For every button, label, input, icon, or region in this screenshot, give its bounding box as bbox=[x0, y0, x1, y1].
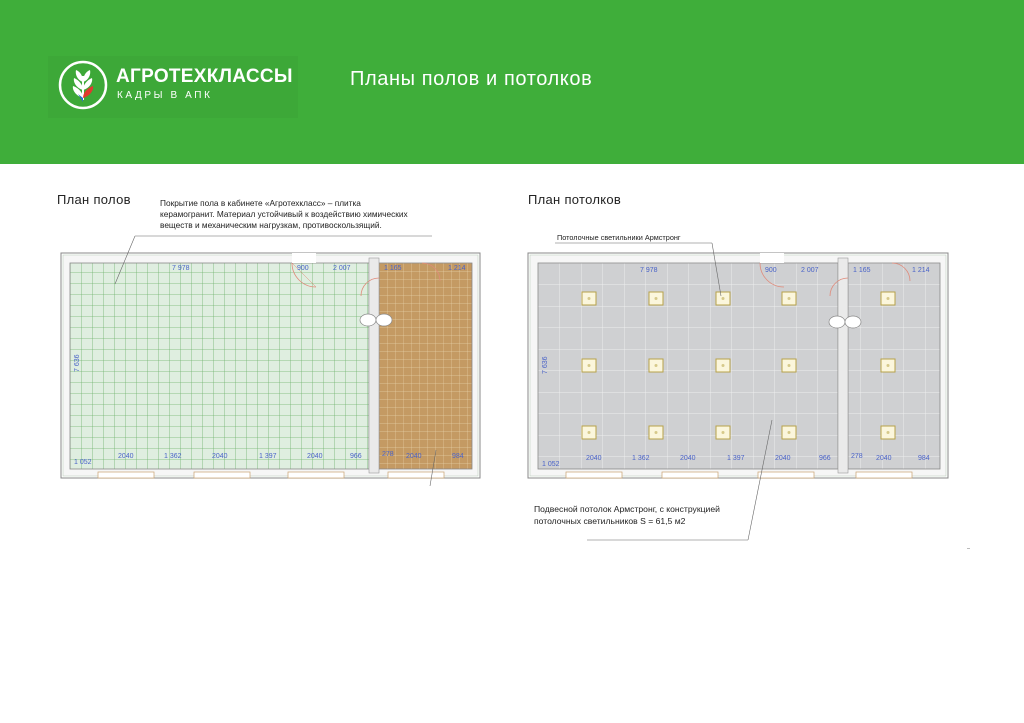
floor-partition bbox=[369, 258, 379, 473]
dim-label: 7 636 bbox=[542, 356, 549, 374]
floor-note-line: керамогранит. Материал устойчивый к воздействию химических bbox=[160, 209, 408, 219]
dim-label: 2 007 bbox=[333, 265, 351, 272]
floor-note-line: Покрытие пола в кабинете «Агротехкласс» – плитка bbox=[160, 198, 361, 208]
dim-label: 1 165 bbox=[853, 267, 871, 274]
dim-label: 278 bbox=[851, 453, 863, 460]
dim-label: 2040 bbox=[212, 453, 228, 460]
logo-title: АГРОТЕХКЛАССЫ bbox=[116, 66, 293, 87]
floor-window bbox=[288, 472, 344, 478]
dim-label: 1 165 bbox=[384, 265, 402, 272]
floor-plan-title: План полов bbox=[57, 192, 131, 207]
dim-label: 2040 bbox=[307, 453, 323, 460]
dim-label: 1 362 bbox=[632, 455, 650, 462]
ceiling-window bbox=[758, 472, 814, 478]
page-title: Планы полов и потолков bbox=[350, 68, 593, 90]
dim-label: 278 bbox=[382, 451, 394, 458]
dim-label: 7 978 bbox=[172, 265, 190, 272]
ceiling-note-line: Подвесной потолок Армстронг, с конструкцией bbox=[534, 504, 720, 514]
dim-label: 2040 bbox=[680, 455, 696, 462]
floor-sink-icon bbox=[360, 314, 376, 326]
dim-label: 2040 bbox=[586, 455, 602, 462]
ceiling-lights-label: Потолочные светильники Армстронг bbox=[557, 233, 681, 242]
dim-label: 1 052 bbox=[542, 461, 560, 468]
floor-room2-tiles bbox=[379, 263, 472, 469]
floor-main-tiles bbox=[70, 263, 369, 469]
floor-window bbox=[388, 472, 444, 478]
dim-label: 2040 bbox=[118, 453, 134, 460]
dim-label: 984 bbox=[452, 453, 464, 460]
floor-window bbox=[98, 472, 154, 478]
floor-window bbox=[194, 472, 250, 478]
dim-label: 2 007 bbox=[801, 267, 819, 274]
dim-label: 7 636 bbox=[74, 354, 81, 372]
ceiling-window bbox=[662, 472, 718, 478]
ceiling-note-line: потолочных светильников S = 61,5 м2 bbox=[534, 516, 686, 526]
dim-label: 900 bbox=[297, 265, 309, 272]
floor-plan bbox=[61, 236, 480, 486]
dim-label: 1 052 bbox=[74, 459, 92, 466]
dim-label: 1 397 bbox=[259, 453, 277, 460]
page-mark bbox=[967, 548, 970, 549]
floor-note-line: веществ и механическим нагрузкам, противоскользящий. bbox=[160, 220, 382, 230]
dim-label: 1 214 bbox=[448, 265, 466, 272]
dim-label: 966 bbox=[350, 453, 362, 460]
dim-label: 1 397 bbox=[727, 455, 745, 462]
dim-label: 966 bbox=[819, 455, 831, 462]
dim-label: 2040 bbox=[876, 455, 892, 462]
dim-label: 900 bbox=[765, 267, 777, 274]
ceiling-plan-title: План потолков bbox=[528, 192, 622, 207]
ceiling-partition bbox=[838, 258, 848, 473]
ceiling-window bbox=[566, 472, 622, 478]
dim-label: 2040 bbox=[406, 453, 422, 460]
dim-label: 1 362 bbox=[164, 453, 182, 460]
logo-subtitle: КАДРЫ В АПК bbox=[117, 90, 213, 101]
ceiling-plan bbox=[528, 233, 948, 540]
ceiling-window bbox=[856, 472, 912, 478]
dim-label: 984 bbox=[918, 455, 930, 462]
dim-label: 7 978 bbox=[640, 267, 658, 274]
ceiling-sink-icon bbox=[829, 316, 845, 328]
floor-door-opening bbox=[292, 253, 316, 263]
dim-label: 2040 bbox=[775, 455, 791, 462]
dim-label: 1 214 bbox=[912, 267, 930, 274]
